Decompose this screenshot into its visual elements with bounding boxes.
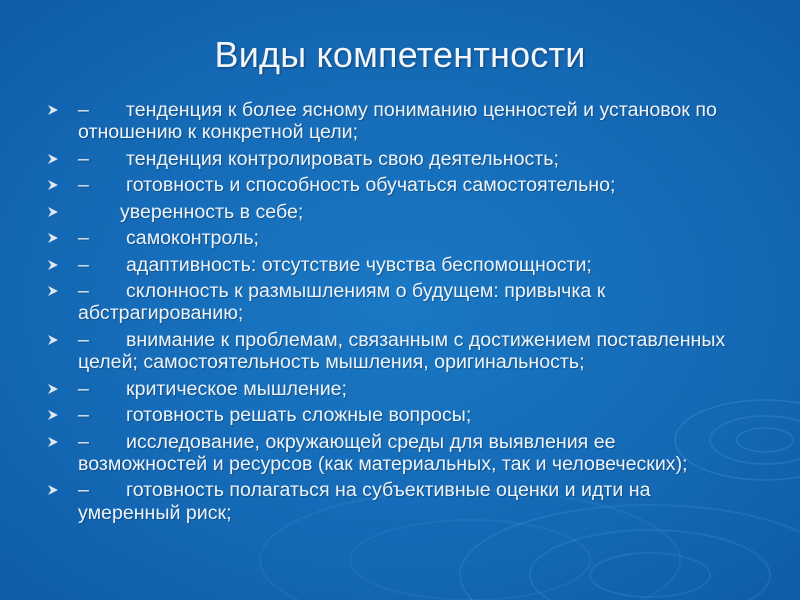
list-item-text: склонность к размышлениям о будущем: привычка к абстрагированию; xyxy=(78,280,606,325)
list-item xyxy=(46,201,746,223)
list-item-text: адаптивность: отсутствие чувства беспомощности; xyxy=(126,253,592,276)
arrow-bullet-icon xyxy=(46,178,60,192)
arrow-bullet-icon xyxy=(46,205,60,219)
list-item-dash: – xyxy=(78,280,89,303)
arrow-bullet-icon xyxy=(46,284,60,298)
list-item-text: тенденция к более ясному пониманию ценностей и установок по отношению к конкретной цели; xyxy=(78,99,717,144)
list-item xyxy=(46,378,746,400)
list-item-text: готовность полагаться на субъективные оценки и идти на умеренный риск; xyxy=(78,479,651,524)
list-item-text: готовность и способность обучаться самостоятельно; xyxy=(126,174,616,197)
list-item xyxy=(46,99,746,143)
arrow-bullet-icon xyxy=(46,483,60,497)
list-item-text: критическое мышление; xyxy=(126,377,347,400)
list-item-dash: – xyxy=(78,227,89,250)
list-item-dash: – xyxy=(78,147,89,170)
list-item xyxy=(46,329,746,373)
arrow-bullet-icon xyxy=(46,258,60,272)
list-item-dash: – xyxy=(78,253,89,276)
list-item-text: исследование, окружающей среды для выявления ее возможностей и ресурсов (как материальных, так и человеческих); xyxy=(78,430,688,475)
bullet-list xyxy=(46,99,746,528)
list-item-dash: – xyxy=(78,404,89,427)
list-item xyxy=(46,174,746,196)
list-item xyxy=(46,431,746,475)
list-item xyxy=(46,479,746,523)
list-item-dash: – xyxy=(78,430,89,453)
list-item xyxy=(46,148,746,170)
list-item-dash: – xyxy=(78,328,89,351)
slide-title: Виды компетентности xyxy=(214,34,586,75)
arrow-bullet-icon xyxy=(46,382,60,396)
arrow-bullet-icon xyxy=(46,152,60,166)
list-item-text: тенденция контролировать свою деятельность; xyxy=(126,147,559,170)
list-item-text: готовность решать сложные вопросы; xyxy=(126,404,472,427)
list-item-dash: – xyxy=(78,377,89,400)
list-item-dash: – xyxy=(78,99,89,121)
list-item xyxy=(46,404,746,426)
arrow-bullet-icon xyxy=(46,333,60,347)
list-item-text: внимание к проблемам, связанным с достижением поставленных целей; самостоятельность мышления, оригинальность; xyxy=(78,328,726,374)
list-item xyxy=(46,254,746,276)
arrow-bullet-icon xyxy=(46,435,60,449)
arrow-bullet-icon xyxy=(46,408,60,422)
arrow-bullet-icon xyxy=(46,231,60,245)
list-item-dash: – xyxy=(78,479,89,502)
list-item-text: самоконтроль; xyxy=(126,227,259,250)
list-item-dash: – xyxy=(78,174,89,197)
list-item xyxy=(46,280,746,324)
list-item-text: уверенность в себе; xyxy=(120,200,304,223)
arrow-bullet-icon xyxy=(46,103,60,117)
list-item xyxy=(46,227,746,249)
